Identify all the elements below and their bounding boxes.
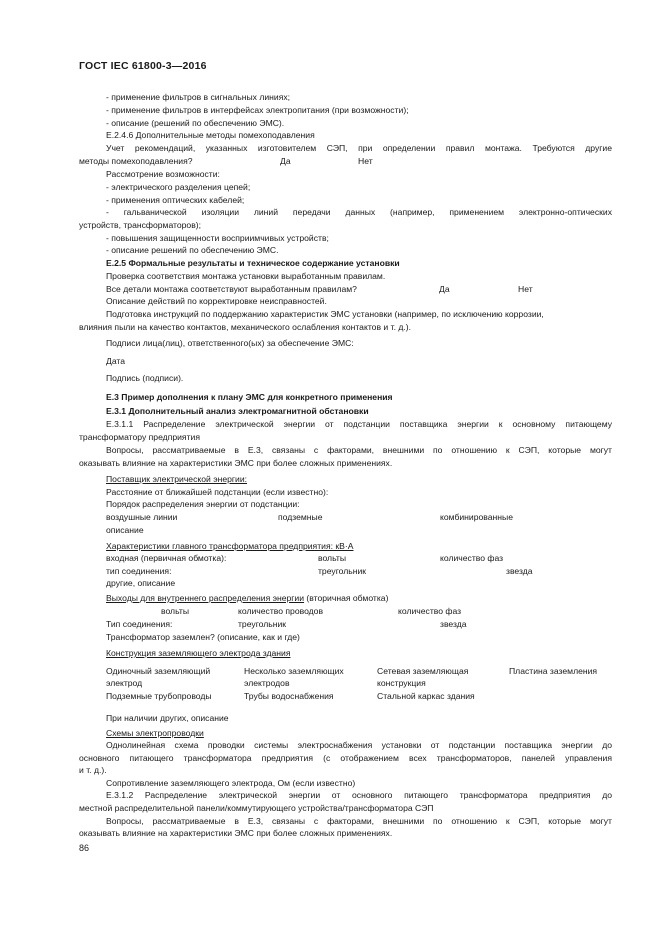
standard-header: ГОСТ IEC 61800-3—2016: [79, 60, 207, 72]
form-option: количество проводов: [238, 606, 324, 616]
list-item: - повышения защищенности восприимчивых устройств;: [106, 233, 329, 243]
paragraph-line: Учет рекомендаций, указанных изготовителем СЭП, при определении правил монтажа. Требуются другие: [106, 143, 612, 153]
form-section-title: Схемы электропроводки: [106, 728, 204, 738]
form-option: Подземные трубопроводы: [106, 691, 212, 701]
form-option: вольты: [318, 553, 346, 563]
paragraph-line: влияния пыли на качество контактов, механического ослабления контактов и т. д.).: [79, 322, 411, 332]
form-option: воздушные линии: [106, 512, 178, 522]
list-item: - гальванической изоляции линий передачи данных (например, применением электронно-оптических: [106, 207, 612, 217]
form-option: Трубы водоснабжения: [244, 691, 334, 701]
paragraph-line: Однолинейная схема проводки системы электроснабжения установки от подстанции поставщика энергии до: [106, 740, 612, 750]
form-option: звезда: [440, 619, 467, 629]
form-option: треугольник: [238, 619, 287, 629]
form-option: треугольник: [318, 566, 367, 576]
section-heading: E.3 Пример дополнения к плану ЭМС для конкретного применения: [106, 392, 393, 402]
form-option: Стальной каркас здания: [377, 691, 475, 701]
form-option: Одиночный заземляющий: [106, 666, 211, 676]
paragraph-line: Сопротивление заземляющего электрода, Ом (если известно): [106, 778, 356, 788]
form-field-label: входная (первичная обмотка):: [106, 553, 227, 563]
option-yes: Да: [280, 156, 291, 166]
form-option: звезда: [506, 566, 533, 576]
form-option: электродов: [244, 678, 290, 688]
paragraph-line: Описание действий по корректировке неисправностей.: [106, 296, 327, 306]
form-option: Несколько заземляющих: [244, 666, 344, 676]
form-section-title: Характеристики главного трансформатора предприятия: кВ·А: [106, 541, 354, 551]
section-heading: E.2.4.6 Дополнительные методы помехоподавления: [106, 130, 315, 140]
form-option: конструкция: [377, 678, 426, 688]
date-label: Дата: [106, 356, 126, 366]
form-section-title: Конструкция заземляющего электрода здания: [106, 648, 291, 658]
page-number: 86: [79, 843, 90, 853]
paragraph-line: Вопросы, рассматриваемые в E.3, связаны с факторами, внешними по отношению к СЭП, которые могут: [106, 445, 612, 455]
form-field-label: описание: [106, 525, 144, 535]
paragraph-line: оказывать влияние на характеристики ЭМС при более сложных применениях.: [79, 458, 393, 468]
form-field-label: тип соединения:: [106, 566, 172, 576]
paragraph-line: и т. д.).: [79, 765, 107, 775]
form-field-label: другие, описание: [106, 578, 176, 588]
subsection-heading: E.3.1 Дополнительный анализ электромагнитной обстановки: [106, 406, 369, 416]
list-item: - применение фильтров в интерфейсах электропитания (при возможности);: [106, 105, 409, 115]
paragraph-line: Проверка соответствия монтажа установки выработанным правилам.: [106, 271, 386, 281]
list-item: - описание решений по обеспечению ЭМС.: [106, 245, 279, 255]
form-field-label: Порядок распределения энергии от подстанции:: [106, 499, 300, 509]
list-item: - описание (решений по обеспечению ЭМС).: [106, 118, 285, 128]
paragraph-line: Подготовка инструкций по поддержанию характеристик ЭМС установки (например, по исключению коррозии,: [106, 309, 544, 319]
form-option: количество фаз: [398, 606, 462, 616]
paragraph-line: местной распределительной панели/коммутирующего устройства/трансформатора СЭП: [79, 803, 434, 813]
list-item: - применение фильтров в сигнальных линиях;: [106, 92, 291, 102]
signature-label: Подписи лица(лиц), ответственного(ых) за обеспечение ЭМС:: [106, 338, 354, 348]
list-item: - применения оптических кабелей;: [106, 195, 245, 205]
paragraph-line: оказывать влияние на характеристики ЭМС при более сложных применениях.: [79, 828, 393, 838]
paragraph-line: E.3.1.1 Распределение электрической энергии от подстанции поставщика энергии к основному питающему: [106, 419, 612, 429]
form-section-title: Поставщик электрической энергии:: [106, 474, 248, 484]
option-no: Нет: [518, 284, 533, 294]
form-field-label: Расстояние от ближайшей подстанции (если известно):: [106, 487, 329, 497]
option-no: Нет: [358, 156, 373, 166]
form-field-label: Трансформатор заземлен? (описание, как и где): [106, 632, 300, 642]
paragraph-line: методы помехоподавления?: [79, 156, 193, 166]
subsection-heading: E.3.1.2 Распределение электрической энергии от основного питающего трансформатора предприятия до: [106, 790, 612, 800]
form-field-label: При наличии других, описание: [106, 713, 229, 723]
form-option: подземные: [278, 512, 323, 522]
form-option: комбинированные: [440, 512, 513, 522]
option-yes: Да: [439, 284, 450, 294]
paragraph-line: Рассмотрение возможности:: [106, 169, 220, 179]
form-section-title: Выходы для внутреннего распределения энергии (вторичная обмотка): [106, 593, 389, 603]
paragraph-line: Вопросы, рассматриваемые в E.3, связаны с факторами, внешними по отношению к СЭП, которые могут: [106, 816, 612, 826]
paragraph-line: основного питающего трансформатора предприятия (с отображением всех трансформаторов, панелей управления: [79, 753, 612, 763]
form-option: Сетевая заземляющая: [377, 666, 469, 676]
form-option: вольты: [161, 606, 189, 616]
paragraph-line: трансформатору предприятия: [79, 432, 200, 442]
list-item-continuation: устройств, трансформаторов);: [79, 220, 202, 230]
form-option: Пластина заземления: [509, 666, 598, 676]
paragraph-line: Все детали монтажа соответствуют выработанным правилам?: [106, 284, 357, 294]
section-heading: E.2.5 Формальные результаты и техническое содержание установки: [106, 258, 400, 268]
form-option: электрод: [106, 678, 143, 688]
list-item: - электрического разделения цепей;: [106, 182, 251, 192]
signature-label: Подпись (подписи).: [106, 373, 184, 383]
form-field-label: Тип соединения:: [106, 619, 173, 629]
form-option: количество фаз: [440, 553, 504, 563]
